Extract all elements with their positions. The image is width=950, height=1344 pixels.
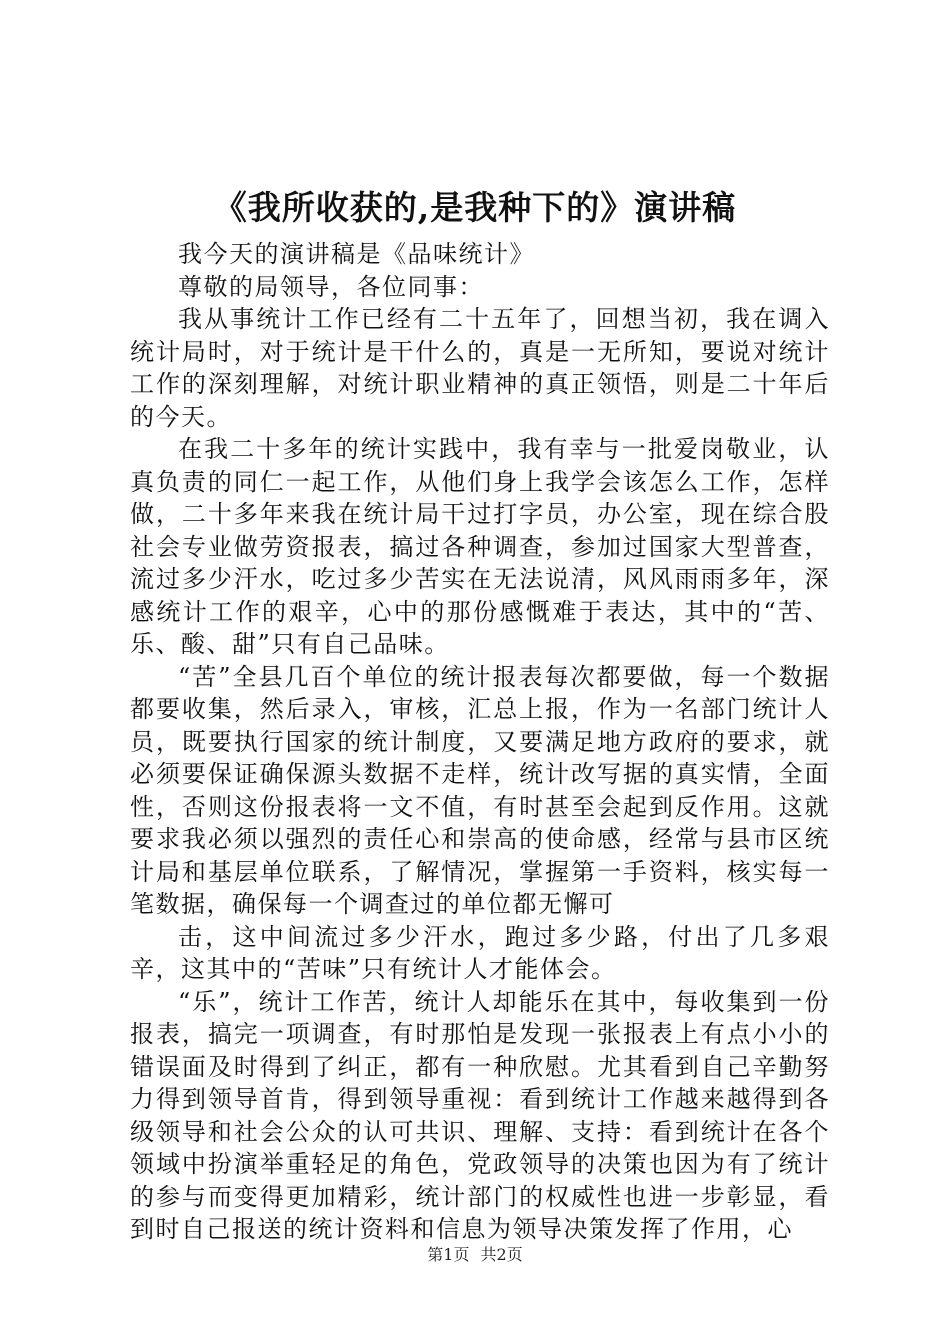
page-number: 第1页 (427, 1245, 470, 1264)
paragraph: 尊敬的局领导，各位同事： (178, 272, 484, 301)
document-body (130, 238, 830, 1246)
paragraph: 击，这中间流过多少汗水，跑过多少路，付出了几多艰辛，这其中的“苦味”只有统计人才能体会。 (130, 922, 830, 983)
page-footer (0, 1244, 950, 1266)
paragraph: “乐”，统计工作苦，统计人却能乐在其中，每收集到一份报表，搞完一项调查，有时那怕是发现一张报表上有点小小的错误面及时得到了纠正，都有一种欣慰。尤其看到自己辛勤努力得到领导首肯，得到领导重视：看到统计工作越来越得到各级领导和社会公众的认可共识、理解、支持：看到统计在各个领域中扮演举重轻足的角色，党政领导的决策也因为有了统计的参与而变得更加精彩，统计部门的权威性也进一步彰显，看到时自己报送的统计资料和信息为领导决策发挥了作用，心 (130, 987, 830, 1243)
paragraph: 我今天的演讲稿是《品味统计》 (178, 240, 535, 268)
document-title: 《我所收获的,是我种下的》演讲稿 (213, 188, 737, 227)
paragraph: 在我二十多年的统计实践中，我有幸与一批爱岗敬业，认真负责的同仁一起工作，从他们身上我学会该怎么工作，怎样做，二十多年来我在统计局干过打字员，办公室，现在综合股社会专业做劳资报表，搞过各种调查，参加过国家大型普查，流过多少汗水，吃过多少苦实在无法说清，风风雨雨多年，深感统计工作的艰辛，心中的那份感慨难于表达，其中的“苦、乐、酸、甜”只有自己品味。 (130, 435, 830, 658)
paragraph: “苦”全县几百个单位的统计报表每次都要做，每一个数据都要收集，然后录入，审核，汇总上报，作为一名部门统计人员，既要执行国家的统计制度，又要满足地方政府的要求，就必须要保证确保源头数据不走样，统计改写据的真实情，全面性，否则这份报表将一文不值，有时甚至会起到反作用。这就要求我必须以强烈的责任心和崇高的使命感，经常与县市区统计局和基层单位联系，了解情况，掌握第一手资料，核实每一笔数据，确保每一个调查过的单位都无懈可 (130, 662, 830, 918)
paragraph: 我从事统计工作已经有二十五年了，回想当初，我在调入统计局时，对于统计是干什么的，真是一无所知，要说对统计工作的深刻理解，对统计职业精神的真正领悟，则是二十年后的今天。 (130, 305, 830, 431)
page-total: 共2页 (480, 1245, 523, 1264)
